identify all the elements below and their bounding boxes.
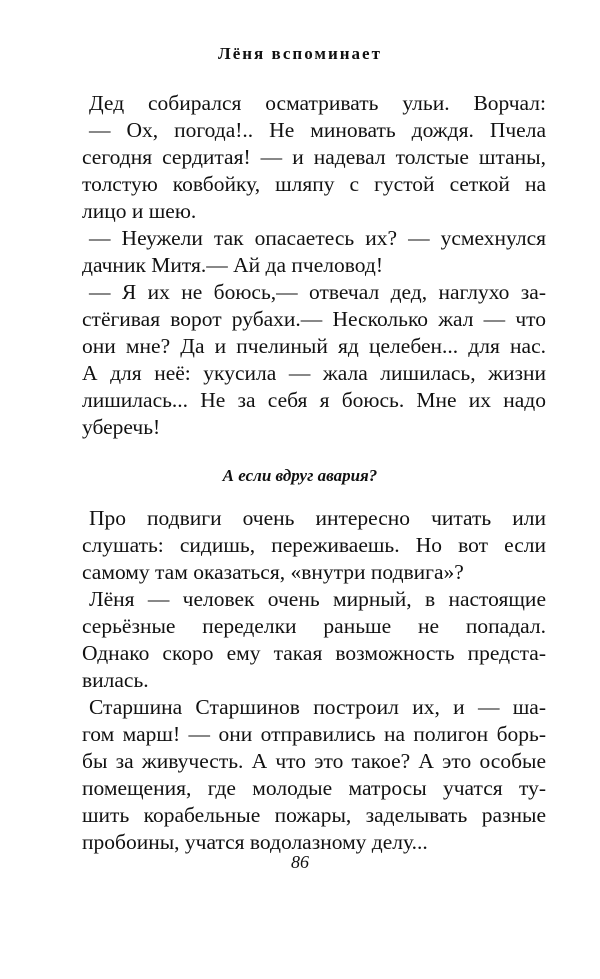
text-line: — Ох, погода!.. Не миновать дождя. Пчела — [89, 118, 546, 142]
text-line: стёгивая ворот рубахи.— Несколько жал — что — [82, 307, 546, 331]
text-line: лицо и шею. — [82, 199, 197, 223]
running-title: Лёня вспоминает — [218, 44, 382, 63]
text-line: они мне? Да и пчелиный яд целебен... для нас. — [82, 334, 546, 358]
text-line: — Неужели так опасаетесь их? — усмехнулся — [89, 226, 546, 250]
text-line: пробоины, учатся водолазному делу... — [82, 830, 428, 854]
text-line: слушать: сидишь, переживаешь. Но вот если — [82, 533, 546, 557]
section-heading: А если вдруг авария? — [222, 466, 378, 485]
text-block-accident — [82, 505, 546, 856]
text-line: А для неё: укусила — жала лишилась, жизни — [82, 361, 546, 385]
text-line: — Я их не боюсь,— отвечал дед, наглухо за- — [89, 280, 546, 304]
text-line: дачник Митя.— Ай да пчеловод! — [82, 253, 383, 277]
text-line: сегодня сердитая! — и надевал толстые штаны, — [82, 145, 546, 169]
text-line: самому там оказаться, «внутри подвига»? — [82, 560, 464, 584]
text-line: вилась. — [82, 668, 149, 692]
text-block-beekeeper — [82, 90, 546, 441]
text-line: Старшина Старшинов построил их, и — ша- — [89, 695, 546, 719]
text-line: Про подвиги очень интересно читать или — [89, 506, 546, 530]
text-line: бы за живучесть. А что это такое? А это особые — [82, 749, 546, 773]
text-line: гом марш! — они отправились на полигон борь- — [82, 722, 546, 746]
text-line: лишилась... Не за себя я боюсь. Мне их надо — [82, 388, 546, 412]
text-line: Лёня — человек очень мирный, в настоящие — [89, 587, 546, 611]
text-line: помещения, где молодые матросы учатся ту- — [82, 776, 546, 800]
text-line: шить корабельные пожары, заделывать разные — [82, 803, 546, 827]
text-line: уберечь! — [82, 415, 161, 439]
page-number: 86 — [291, 852, 309, 872]
text-line: Дед собирался осматривать ульи. Ворчал: — [89, 91, 546, 115]
text-line: Однако скоро ему такая возможность предста- — [82, 641, 546, 665]
text-line: серьёзные переделки раньше не попадал. — [82, 614, 546, 638]
text-line: толстую ковбойку, шляпу с густой сеткой на — [82, 172, 546, 196]
